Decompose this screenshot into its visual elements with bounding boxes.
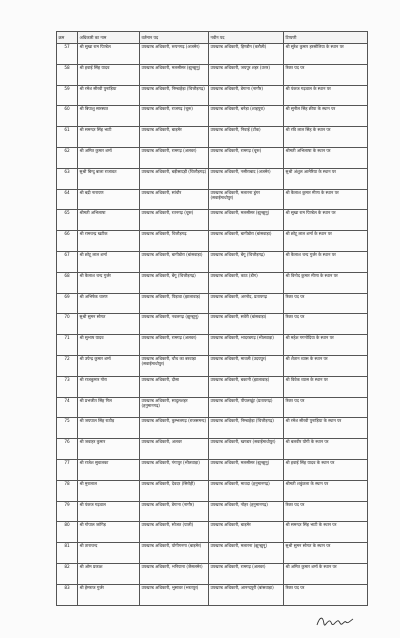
cell-remark: श्री अमित कुमार शर्मा के स्थान पर (284, 563, 368, 584)
cell-officer-name: श्री प्रभजीत सिंह गिल (78, 397, 140, 418)
table-row (57, 397, 368, 418)
cell-serial: 68 (57, 272, 78, 293)
table-row (57, 106, 368, 127)
cell-serial: 71 (57, 335, 78, 356)
cell-serial: 65 (57, 210, 78, 231)
cell-serial: 66 (57, 231, 78, 252)
header-new-post: नवीन पद (209, 32, 284, 44)
cell-current-post: उपखण्ड अधिकारी, देवदर (सिरोही) (140, 480, 209, 501)
cell-serial: 64 (57, 189, 78, 210)
cell-new-post: उपखण्ड अधिकारी, मलारना डूंगर (सवाईमाधोपुर) (209, 189, 284, 210)
cell-officer-name: श्री बिपाशु सारस्वत (78, 106, 140, 127)
cell-serial: 83 (57, 584, 78, 605)
cell-current-post: उपखण्ड अधिकारी, निम्बाहेड़ा (चित्तौड़गढ़) (140, 85, 209, 106)
cell-officer-name: श्री रामचन्द्र खटीक (78, 231, 140, 252)
cell-current-post: उपखण्ड अधिकारी, चौथ का बरवाड़ा (सवाईमाधोपुर) (140, 355, 209, 376)
signature (315, 612, 355, 630)
cell-officer-name: श्रीमती अभिलाषा (78, 210, 140, 231)
cell-remark: श्री रमेश सीरवी पुनाड़िया के स्थान पर (284, 418, 368, 439)
cell-officer-name: श्री मुरालाल (78, 480, 140, 501)
cell-remark: श्री सुखा राम पिण्डेल के स्थान पर (284, 210, 368, 231)
cell-serial: 63 (57, 168, 78, 189)
cell-remark: रिक्त पद पर (284, 397, 368, 418)
cell-current-post: उपखण्ड अधिकारी, रामगढ़ (अलवर) (140, 147, 209, 168)
cell-officer-name: श्री पंकज गढ़वाल (78, 501, 140, 522)
cell-serial: 77 (57, 459, 78, 480)
cell-serial: 82 (57, 563, 78, 584)
table-row (57, 418, 368, 439)
cell-remark: श्रीमती अभिलाषा के स्थान पर (284, 147, 368, 168)
cell-remark: श्री विनोद कुमार मीणा के स्थान पर (284, 272, 368, 293)
cell-current-post: उपखण्ड अधिकारी, डेगाना (नागौर) (140, 501, 209, 522)
cell-officer-name: श्री गोपाल जांगिड़ (78, 522, 140, 543)
cell-new-post: उपखण्ड अधिकारी, आनन्दपुरी (बांसवाड़ा) (209, 584, 284, 605)
cell-serial: 62 (57, 147, 78, 168)
table-row (57, 64, 368, 85)
cell-new-post: उपखण्ड अधिकारी, बागीडोरा (बांसवाड़ा) (209, 231, 284, 252)
cell-remark: सुश्री सुमन सोगत के स्थान पर (284, 543, 368, 564)
cell-officer-name: श्री हेमराज गुर्जर (78, 584, 140, 605)
cell-remark: श्री समन्दर सिंह भाटी के स्थान पर (284, 522, 368, 543)
cell-current-post: उपखण्ड अधिकारी, नवलगढ़ (झुन्झुनू) (140, 314, 209, 335)
cell-new-post: उपखण्ड अधिकारी, मलसीसर (झुन्झुनू) (209, 210, 284, 231)
cell-current-post: उपखण्ड अधिकारी, रामगढ़ (अलवर) (140, 335, 209, 356)
cell-officer-name: श्री सुखा राम पिण्डेल (78, 44, 140, 65)
header-serial: क्रम (57, 32, 78, 44)
cell-current-post: उपखण्ड अधिकारी, सोजत (पाली) (140, 522, 209, 543)
table-header (57, 32, 368, 44)
cell-new-post: उपखण्ड अधिकारी, रामगढ़ (चूरू) (209, 147, 284, 168)
cell-remark: रिक्त पद पर (284, 584, 368, 605)
table-row (57, 563, 368, 584)
header-officer-name: अधिकारी का नाम (78, 32, 140, 44)
cell-officer-name: श्री अमित कुमार शर्मा (78, 147, 140, 168)
table-row (57, 459, 368, 480)
cell-current-post: उपखण्ड अधिकारी, भनियाना (जैसलमेर) (140, 563, 209, 584)
header-current-post: वर्तमान पद (140, 32, 209, 44)
cell-remark: रिक्त पद पर (284, 64, 368, 85)
table-row (57, 439, 368, 460)
cell-new-post: उपखण्ड अधिकारी, मलसीसर (झुन्झुनू) (209, 459, 284, 480)
cell-current-post: उपखण्ड अधिकारी, सांचौर (140, 189, 209, 210)
cell-new-post: उपखण्ड अधिकारी, बाड़मेर (209, 522, 284, 543)
cell-remark: श्री सुरेश कुमार हरसोलिया के स्थान पर (284, 44, 368, 65)
cell-serial: 80 (57, 522, 78, 543)
cell-current-post: उपखण्ड अधिकारी, बाड़मेर (140, 127, 209, 148)
cell-new-post: उपखण्ड अधिकारी, मावदा (हनुमानगढ़) (209, 480, 284, 501)
cell-remark: श्री छोटू लाल शर्मा के स्थान पर (284, 231, 368, 252)
cell-new-post: उपखण्ड अधिकारी, डेगाना (नागौर) (209, 85, 284, 106)
table-row (57, 210, 368, 231)
cell-serial: 58 (57, 64, 78, 85)
cell-officer-name: सुश्री सुमन सोगत (78, 314, 140, 335)
cell-serial: 59 (57, 85, 78, 106)
cell-new-post: उपखण्ड अधिकारी, बनेड़ा (शाहपुरा) (209, 106, 284, 127)
table-row (57, 293, 368, 314)
table-row (57, 127, 368, 148)
cell-remark: श्री कैलाश चन्द गुर्जर के स्थान पर (284, 251, 368, 272)
cell-officer-name: श्री राजेश सुवालका (78, 459, 140, 480)
cell-officer-name: श्री जयपाल सिंह राठौड़ (78, 418, 140, 439)
cell-new-post: उपखण्ड अधिकारी, मलारना (झुन्झुनू) (209, 543, 284, 564)
cell-officer-name: श्री कैलाश चन्द गुर्जर (78, 272, 140, 293)
table-row (57, 147, 368, 168)
cell-officer-name: सुश्री बिन्दु बाला राजावत (78, 168, 140, 189)
table-row (57, 501, 368, 522)
cell-current-post: उपखण्ड अधिकारी, रूपनगढ़ (अजमेर) (140, 44, 209, 65)
cell-current-post: उपखण्ड अधिकारी, मलसीसर (झुन्झुनू) (140, 64, 209, 85)
cell-remark: श्री सुनील सिंह छीपा के स्थान पर (284, 106, 368, 127)
cell-current-post: उपखण्ड अधिकारी, अलवर (140, 439, 209, 460)
cell-serial: 76 (57, 439, 78, 460)
cell-officer-name: श्री बद्री नारायण (78, 189, 140, 210)
cell-officer-name: श्री ओम प्रकाश (78, 563, 140, 584)
cell-officer-name: श्री रमेश सीरवी पुनाड़िया (78, 85, 140, 106)
cell-remark: श्री शैतान व्यास के स्थान पर (284, 355, 368, 376)
table-row (57, 231, 368, 252)
cell-remark: रिक्त पद पर (284, 293, 368, 314)
cell-serial: 78 (57, 480, 78, 501)
cell-new-post: उपखण्ड अधिकारी, भादरडगढ़ (भीलवाड़ा) (209, 335, 284, 356)
cell-remark: रिक्त पद पर (284, 501, 368, 522)
cell-officer-name: श्री जवाहर कुमार (78, 439, 140, 460)
cell-serial: 69 (57, 293, 78, 314)
cell-serial: 61 (57, 127, 78, 148)
cell-new-post: उपखण्ड अधिकारी, रामगढ़ (अलवर) (209, 563, 284, 584)
cell-remark: श्री हवाई सिंह यादव के स्थान पर (284, 459, 368, 480)
cell-current-post: उपखण्ड अधिकारी, बागीडोरा (बांसवाड़ा) (140, 251, 209, 272)
cell-current-post: उपखण्ड अधिकारी, बड़ीसादड़ी (चित्तौड़गढ़) (140, 168, 209, 189)
table-row (57, 522, 368, 543)
cell-serial: 74 (57, 397, 78, 418)
table-row (57, 168, 368, 189)
cell-officer-name: श्री हवाई सिंह यादव (78, 64, 140, 85)
cell-current-post: उपखण्ड अधिकारी, गंगापुर (भीलवाड़ा) (140, 459, 209, 480)
cell-new-post: उपखण्ड अधिकारी, अरनोद, प्रतापगढ़ (209, 293, 284, 314)
cell-current-post: उपखण्ड अधिकारी, कुम्भलगढ़ (राजसमन्द) (140, 418, 209, 439)
cell-remark: सुश्री अंशुल आमेरिया के स्थान पर (284, 168, 368, 189)
cell-new-post: उपखण्ड अधिकारी, निवाई (टोंक) (209, 127, 284, 148)
cell-officer-name: श्री छोटू लाल शर्मा (78, 251, 140, 272)
cell-remark: रिक्त पद पर (284, 314, 368, 335)
cell-remark: श्री कैलाश कुमार मीणा के स्थान पर (284, 189, 368, 210)
cell-new-post: उपखण्ड अधिकारी, नोहर (हनुमानगढ़) (209, 501, 284, 522)
table-row (57, 584, 368, 605)
cell-serial: 70 (57, 314, 78, 335)
cell-serial: 60 (57, 106, 78, 127)
cell-officer-name: श्री ताराचन्द (78, 543, 140, 564)
cell-current-post: उपखण्ड अधिकारी, रतनगढ़ (चूरू) (140, 210, 209, 231)
table-row (57, 543, 368, 564)
table-row (57, 314, 368, 335)
cell-serial: 72 (57, 355, 78, 376)
cell-current-post: उपखण्ड अधिकारी, भुसावर (भरतपुर) (140, 584, 209, 605)
table-row (57, 251, 368, 272)
table-row (57, 355, 368, 376)
cell-officer-name: श्री अभिषेक चारण (78, 293, 140, 314)
cell-serial: 75 (57, 418, 78, 439)
table-row (57, 189, 368, 210)
table-row (57, 44, 368, 65)
cell-remark: श्री रवि लाल सिंह के स्थान पर (284, 127, 368, 148)
cell-new-post: उपखण्ड अधिकारी, काठ (डीग) (209, 272, 284, 293)
cell-new-post: उपखण्ड अधिकारी, मावली (उदयपुर) (209, 355, 284, 376)
cell-current-post: उपखण्ड अधिकारी, बेंगू (चित्तौड़गढ़) (140, 272, 209, 293)
cell-new-post: उपखण्ड अधिकारी, सवेरी (बांसवाड़ा) (209, 314, 284, 335)
cell-officer-name: श्री उपेन्द्र कुमार शर्मा (78, 355, 140, 376)
cell-officer-name: श्री सुभाष यादव (78, 335, 140, 356)
cell-new-post: उपखण्ड अधिकारी, बेंगू (चित्तौड़गढ़) (209, 251, 284, 272)
table-row (57, 272, 368, 293)
cell-new-post: उपखण्ड अधिकारी, निम्बाहेड़ा (चित्तौड़गढ़) (209, 418, 284, 439)
cell-new-post: उपखण्ड अधिकारी, हिण्डौन (करौली) (209, 44, 284, 65)
table-body (57, 44, 368, 606)
table-row (57, 376, 368, 397)
header-remark: टिप्पणी (284, 32, 368, 44)
cell-remark: श्री पंकज गढ़वाल के स्थान पर (284, 85, 368, 106)
cell-current-post: उपखण्ड अधिकारी, राजगढ़ (चूरू) (140, 106, 209, 127)
cell-new-post: उपखण्ड अधिकारी, खण्डार (सवाईमाधोपुर) (209, 439, 284, 460)
cell-officer-name: श्री समन्दर सिंह भाटी (78, 127, 140, 148)
table-row (57, 335, 368, 356)
cell-current-post: उपखण्ड अधिकारी, पिड़ावा (झालावाड़) (140, 293, 209, 314)
cell-serial: 79 (57, 501, 78, 522)
cell-remark: श्री विवेक व्यास के स्थान पर (284, 376, 368, 397)
cell-current-post: उपखण्ड अधिकारी, योगीगनगा (बाड़मेर) (140, 543, 209, 564)
cell-remark: श्रीमती शकुंतला के स्थान पर (284, 480, 368, 501)
cell-remark: श्री बलवीर योगी के स्थान पर (284, 439, 368, 460)
cell-serial: 57 (57, 44, 78, 65)
cell-new-post: उपखण्ड अधिकारी, पीपलखूंट (प्रतापगढ़) (209, 397, 284, 418)
table-row (57, 85, 368, 106)
cell-current-post: उपखण्ड अधिकारी, दौसा (140, 376, 209, 397)
cell-current-post: उपखण्ड अधिकारी, चित्तौड़गढ़ (140, 231, 209, 252)
transfer-table (56, 31, 368, 606)
cell-serial: 73 (57, 376, 78, 397)
cell-new-post: उपखण्ड अधिकारी, नसीराबाद (अजमेर) (209, 168, 284, 189)
cell-new-post: उपखण्ड अधिकारी, जयपुर शहर (उत्तर) (209, 64, 284, 85)
cell-officer-name: श्री राजकुमार गोरा (78, 376, 140, 397)
table-row (57, 480, 368, 501)
cell-current-post: उपखण्ड अधिकारी, सादुलशहर (हनुमानगढ़) (140, 397, 209, 418)
cell-new-post: उपखण्ड अधिकारी, बकानी (झालावाड़) (209, 376, 284, 397)
cell-serial: 81 (57, 543, 78, 564)
cell-serial: 67 (57, 251, 78, 272)
cell-remark: श्री महेश गगनोदिया के स्थान पर (284, 335, 368, 356)
